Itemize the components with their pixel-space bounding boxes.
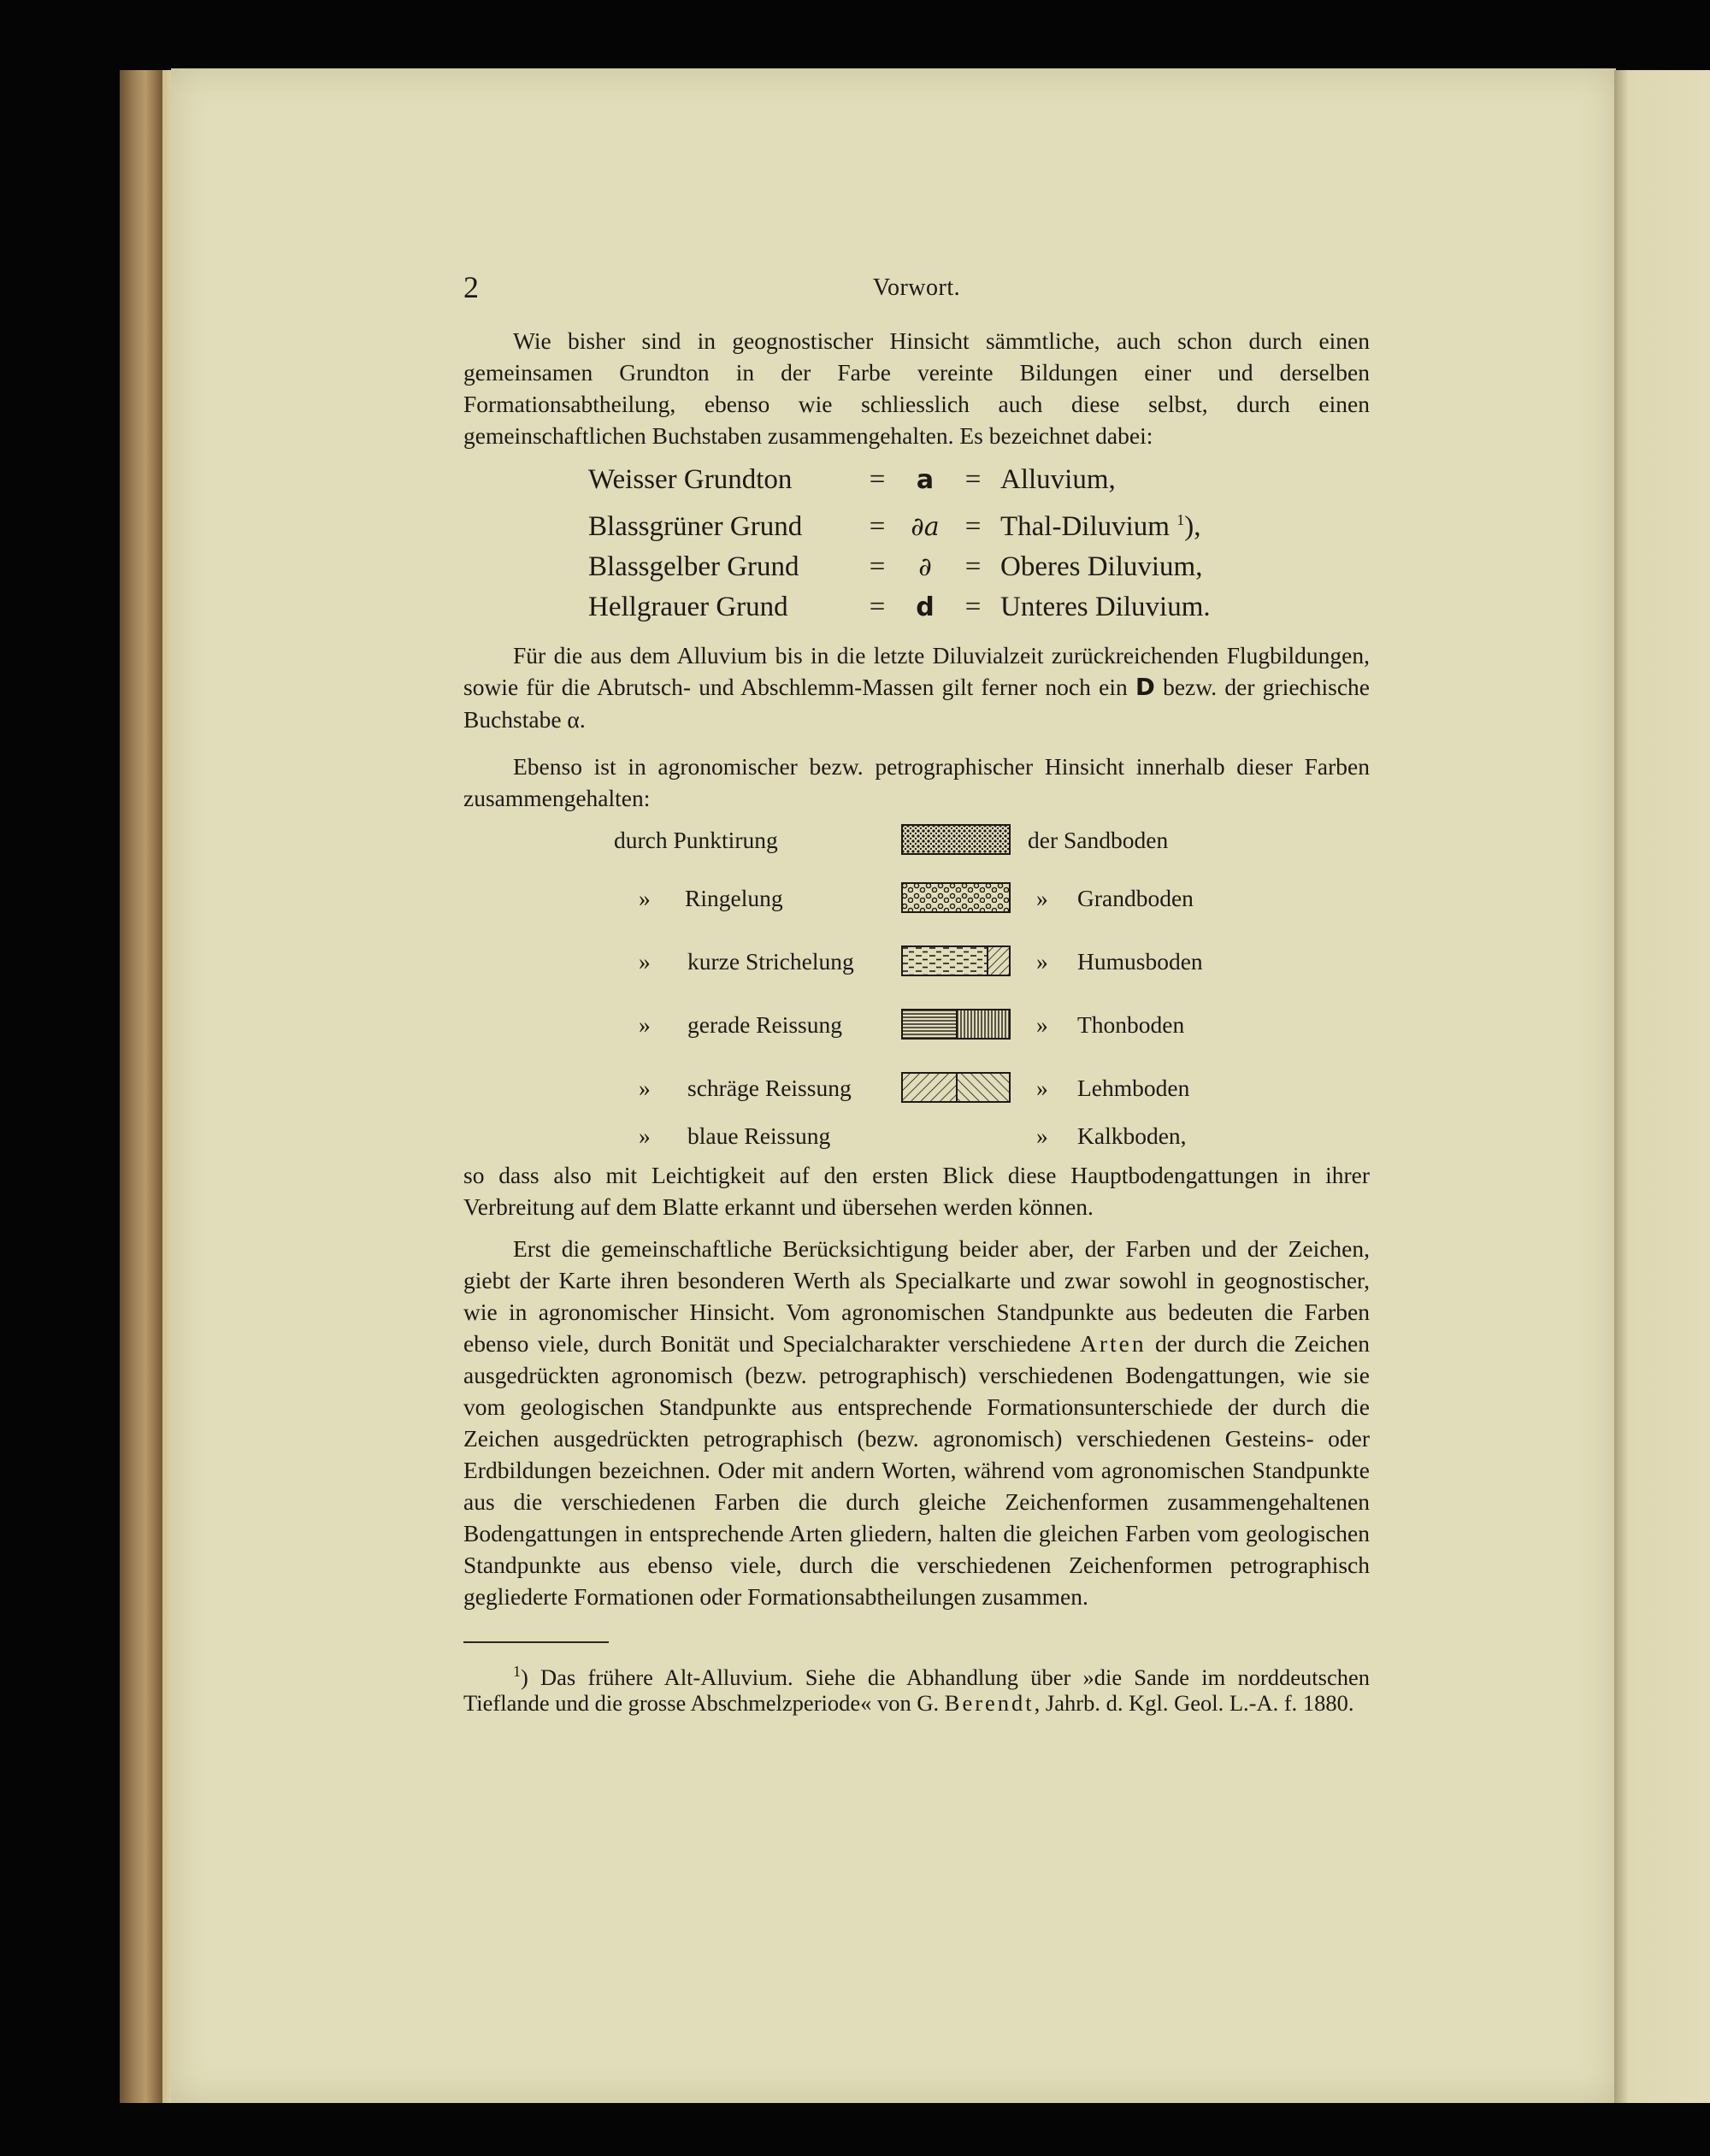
formation-letter: ∂a [911,512,940,542]
dash-pattern-swatch [901,945,1011,976]
paragraph-agronomic: Ebenso ist in agronomischer bezw. petrographischer Hinsicht innerhalb dieser Farben zusammengehalten: [463,753,1370,811]
oblique-hatch-swatch [901,1072,1011,1103]
paragraph-text: der durch die Zeichen ausgedrückten agronomisch (bezw. petrographisch) verschiedenen Bodengattungen, wie sie vom geologischen Standpunkte aus entsprechende Formationsunterschiede der durch die Zeichen ausgedrückten petrographisch (bezw. agronomisch) verschiedenen Gesteins- oder Erdbildungen bezeichnen. Oder mit andern Worten, während vom agronomischen Standpunkte aus die verschiedenen Farben die durch gleiche Zeichenformen zusammengehaltenen Bodengattungen in entsprechende Arten gliedern, halten die gleichen Farben vom geologischen Standpunkte aus ebenso viele, durch die verschiedenen Zeichenformen petrographisch gegliederte Formationen oder Formationsabtheilungen zusammen. [463,1330,1370,1610]
legend-row [463,1120,1370,1154]
paragraph-text: bezw. der griechische Buchstabe α. [463,674,1371,733]
ground-color: Blassgrüner Grund [588,511,803,542]
footnote-body: ) Das frühere Alt-Alluvium. Siehe die Abhandlung über »die Sande im norddeutschen Tieflande und die grosse Abschmelzperiode« von G. [463,1664,1370,1716]
color-code-row [588,500,1370,547]
legend-label: blaue Reissung [687,1122,831,1149]
ditto-mark: » [639,948,651,975]
legend-row [463,1072,1370,1106]
legend-soil: Humusboden [1077,948,1203,975]
ditto-mark: » [1036,1075,1048,1101]
color-code-row [588,547,1370,587]
formation-name: Oberes Diluvium, [1000,551,1203,582]
legend-label: Ringelung [685,885,783,911]
straight-hatch-swatch [901,1009,1011,1040]
legend-label: schräge Reissung [687,1075,852,1101]
legend-soil: Lehmboden [1077,1075,1190,1101]
page-number: 2 [463,270,479,304]
running-title: Vorwort. [872,274,961,301]
color-code-list [588,460,1370,627]
formation-name-text: Thal-Diluvium [1000,511,1170,542]
formation-letter: a [916,465,935,495]
legend-label: gerade Reissung [687,1011,842,1038]
legend-row [463,882,1370,916]
ditto-mark: » [639,1122,651,1149]
letter-symbol: D [1135,674,1155,701]
ring-pattern-swatch [901,882,1011,913]
legend-row [463,1009,1370,1043]
soil-pattern-legend [463,824,1370,1149]
equals-sign: = [869,551,886,582]
facing-page-edge [1614,70,1710,2103]
footnote-marker: 1 [1176,511,1185,528]
formation-name: Alluvium, [1000,464,1116,495]
ground-color: Blassgelber Grund [588,551,799,582]
paragraph-text: Erst die gemeinschaftliche Berücksichtigung beider aber, der Farben und der Zeichen, giebt der Karte ihren besonderen Werth als Specialkarte und zwar sowohl in geognostischer, wie in agronomischer Hinsicht. Vom agronomischen Standpunkte aus bedeuten die Farben ebenso viele, durch Bonität und Specialcharakter verschiedene [463,1235,1370,1357]
ditto-mark: » [639,885,651,911]
equals-sign: = [964,592,982,622]
formation-letter: ∂ [918,552,932,582]
legend-label: kurze Strichelung [687,948,854,975]
ditto-mark: » [1036,885,1048,911]
footnote-divider [463,1641,609,1643]
footnote-marker-trail: ), [1184,511,1201,542]
ground-color: Weisser Grundton [588,464,793,495]
dotted-pattern-swatch [901,824,1011,855]
equals-sign: = [869,464,886,495]
footnote-text [463,1658,1370,1716]
legend-label: durch Punktirung [614,827,778,853]
legend-row [463,945,1370,980]
paragraph-text: Für die aus dem Alluvium bis in die letzte Diluvialzeit zurückreichenden Flugbildungen, sowie für die Abrutsch- und Abschlemm-Massen gilt ferner noch ein [463,642,1370,700]
ditto-mark: » [1036,1122,1048,1149]
emphasized-word: Arten [1079,1330,1147,1357]
color-code-row [588,460,1370,500]
page-header [463,256,1370,325]
formation-letter: d [916,592,935,622]
paragraph-summary: so dass also mit Leichtigkeit auf den ersten Blick diese Hauptbodengattungen in ihrer Verbreitung auf dem Blatte erkannt und übersehen werden können. [463,1162,1370,1220]
formation-name [990,500,1200,547]
equals-sign: = [869,511,886,542]
footnote [463,1658,1370,1716]
footnote-body: , Jahrb. d. Kgl. Geol. L.-A. f. 1880. [1034,1689,1354,1716]
equals-sign: = [964,464,982,495]
equals-sign: = [964,511,982,542]
paragraph-combined [463,1233,1370,1612]
legend-soil: Grandboden [1077,885,1194,911]
ditto-mark: » [1036,948,1048,975]
legend-soil: Kalkboden, [1077,1122,1187,1149]
legend-soil: Thonboden [1077,1011,1185,1038]
page-text-block [463,256,1370,1716]
footnote-number: 1 [513,1663,521,1680]
book-binding [120,70,167,2103]
color-code-row [588,587,1370,627]
legend-row [463,824,1370,858]
paragraph-intro: Wie bisher sind in geognostischer Hinsicht sämmtliche, auch schon durch einen gemeinsamen Grundton in der Farbe vereinte Bildungen einer und derselben Formationsabtheilung, ebenso wie schliesslich auch diese selbst, durch einen gemeinschaftlichen Buchstaben zusammengehalten. Es bezeichnet dabei: [463,327,1370,449]
footnote-author: Berendt [944,1689,1035,1716]
ditto-mark: » [1036,1011,1048,1038]
ditto-mark: » [639,1011,651,1038]
equals-sign: = [964,551,982,582]
paragraph-flugbildungen [463,639,1370,735]
equals-sign: = [869,592,886,622]
ditto-mark: » [639,1075,651,1101]
ground-color: Hellgrauer Grund [588,592,788,622]
legend-soil: der Sandboden [1028,827,1169,853]
formation-name: Unteres Diluvium. [1000,592,1211,622]
